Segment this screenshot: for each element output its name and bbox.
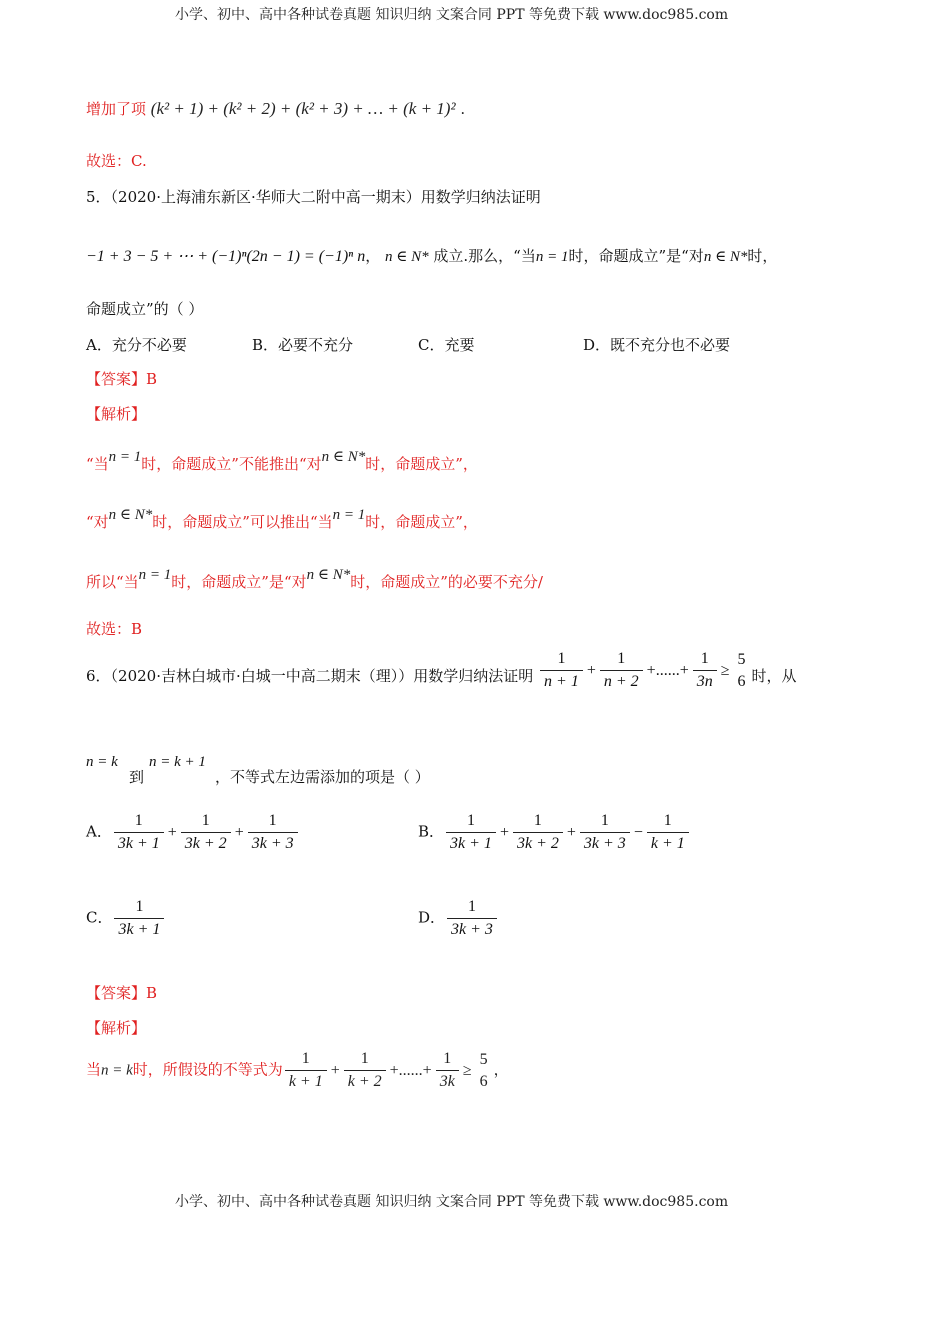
- q6-l2m1: n = k: [86, 754, 118, 770]
- q6-a1-num: 1: [114, 812, 164, 833]
- q6-analysis-line1: 当n = k时，所假设的不等式为 $\frac{1}{k + 1}$ + $\frac{1}{k + 2}$ +......+ $\frac{1}{3k}$ ≥ 5 6 ，: [86, 1050, 509, 1090]
- added-terms-line: [86, 98, 465, 119]
- q6-option-b: B． $\frac{1}{3k + 1}$ + $\frac{1}{3k + 2}$ + $\frac{1}{3k + 3}$ − $\frac{1}{k + 1}$: [418, 812, 691, 853]
- q6-stem: 6．（2020·吉林白城市·白城一中高二期末（理））用数学归纳法证明: [86, 666, 534, 685]
- q6-s1a: 当: [86, 1060, 102, 1079]
- q5-l1a: “当: [86, 455, 109, 473]
- q5-l1b: 时，命题成立”不能推出“对: [141, 455, 322, 473]
- q5-l2m2: n = 1: [332, 507, 366, 523]
- q5-option-b: B．必要不充分: [252, 336, 354, 354]
- q6-s1m: n = k: [101, 1062, 133, 1079]
- q5-l3c: 时，命题成立”的必要不充分/: [350, 573, 543, 591]
- q6-b1-den: 3k + 1: [450, 835, 492, 852]
- q5-l2m1: n ∈ N*: [108, 507, 153, 523]
- q5-option-a: A．充分不必要: [86, 336, 187, 354]
- page-header: 小学、初中、高中各种试卷真题 知识归纳 文案合同 PPT 等免费下载 www.doc985.com: [175, 7, 729, 23]
- q6-c-num: 1: [114, 898, 164, 919]
- q6-f1-num: 1: [540, 650, 583, 671]
- q5-cond-b: 成立.那么，“当: [428, 247, 536, 265]
- q6-b4-den: k + 1: [650, 835, 685, 852]
- q6-f3-num: 1: [693, 650, 717, 671]
- q5-condition-line: [86, 245, 777, 266]
- q6-f4-num: 5: [737, 650, 746, 668]
- q6-s1f2-den: k + 2: [347, 1073, 382, 1090]
- q6-s1f4-num: 5: [479, 1050, 488, 1068]
- q5-analysis-line3: [86, 563, 543, 591]
- q5-l2a: “对: [86, 513, 109, 531]
- q5-cond-a: ，: [365, 247, 381, 265]
- q6-frac-4: [734, 651, 750, 691]
- q5-cond-n1: n = 1: [535, 249, 569, 265]
- q6-opt-b-label: B．: [418, 822, 445, 841]
- q5-l3a: 所以“当: [86, 573, 139, 591]
- q5-l1m1: n = 1: [108, 449, 142, 465]
- q6-b2-den: 3k + 2: [516, 835, 559, 852]
- q6-b2-num: 1: [513, 812, 563, 833]
- q6-option-d: [418, 898, 499, 939]
- q6-geq: ≥: [720, 661, 730, 679]
- q5-l2c: 时，命题成立”，: [365, 513, 478, 531]
- q6-f2-den: n + 2: [603, 673, 639, 690]
- q5-stem2: 命题成立”的（ ）: [86, 300, 204, 318]
- q6-s1-dots: +......+: [389, 1061, 432, 1079]
- q6-d-num: 1: [447, 898, 497, 919]
- q5-cond-n: n ∈ N*: [385, 249, 429, 265]
- q6-f4-den: 6: [737, 672, 746, 690]
- added-expr: (k² + 1) + (k² + 2) + (k² + 3) + … + (k + 1)²: [150, 99, 456, 118]
- q6-opt-c-label: C．: [86, 908, 113, 927]
- q6-s1f2-num: 1: [344, 1050, 386, 1071]
- q6-d-den: 3k + 3: [451, 921, 493, 938]
- q6-b3-den: 3k + 3: [583, 835, 626, 852]
- q6-l2a: 到: [129, 768, 145, 786]
- q5-l1c: 时，命题成立”，: [365, 455, 478, 473]
- q6-opt-a-label: A．: [86, 822, 112, 841]
- q6-l2b: ，不等式左边需添加的项是（ ）: [215, 768, 430, 786]
- q6-l2m2-text: n = k + 1: [149, 754, 206, 770]
- q6-b4-num: 1: [647, 812, 689, 833]
- page-footer: 小学、初中、高中各种试卷真题 知识归纳 文案合同 PPT 等免费下载 www.doc985.com: [175, 1194, 729, 1210]
- q6-f2-num: 1: [600, 650, 643, 671]
- q5-l3m2: n ∈ N*: [306, 567, 351, 583]
- q6-b1-num: 1: [446, 812, 496, 833]
- q5-cond-n2: n ∈ N*: [703, 249, 748, 265]
- q6-s1f4-den: 6: [479, 1072, 488, 1090]
- added-prefix: 增加了项: [86, 100, 147, 118]
- q6-s1-end: ，: [493, 1060, 509, 1079]
- q5-l3m1: n = 1: [138, 567, 172, 583]
- q6-frac-3: [693, 650, 717, 691]
- q5-l3b: 时，命题成立”是“对: [171, 573, 307, 591]
- q6-a2-den: 3k + 2: [184, 835, 227, 852]
- q5-choose: 故选：B: [86, 620, 143, 638]
- q5-option-d: D．既不充分也不必要: [583, 336, 731, 354]
- q6-s1f3-den: 3k: [439, 1073, 455, 1090]
- q5-analysis-label: 【解析】: [86, 405, 147, 423]
- q5-stem: 5．（2020·上海浦东新区·华师大二附中高一期末）用数学归纳法证明: [86, 188, 541, 206]
- q6-f1-den: n + 1: [544, 673, 579, 690]
- q6-opt-d-label: D．: [418, 908, 446, 927]
- q6-a3-num: 1: [248, 812, 298, 833]
- q6-stem-line: 6．（2020·吉林白城市·白城一中高二期末（理））用数学归纳法证明 $\frac{1}{n + 1}$ + $\frac{1}{n + 2}$ +......+ $\frac{1}{3n}$ ≥ 5 6 时，从: [86, 650, 797, 690]
- q6-dots: +......+: [646, 661, 689, 679]
- q5-cond-c: 时，命题成立”是“对: [568, 247, 704, 265]
- q6-s1-geq: ≥: [462, 1061, 472, 1079]
- q6-option-a: A． $\frac{1}{3k + 1}$ + $\frac{1}{3k + 2}$ + $\frac{1}{3k + 3}$: [86, 812, 300, 853]
- q6-b3-num: 1: [580, 812, 630, 833]
- q6-l2m2: [149, 752, 206, 771]
- q6-frac-2: [600, 650, 643, 691]
- q5-analysis-line2: [86, 503, 478, 531]
- q5-option-c: C．充要: [418, 336, 475, 354]
- q6-line2: [86, 752, 118, 771]
- added-suffix: .: [460, 100, 466, 118]
- q6-a2-num: 1: [181, 812, 231, 833]
- q6-s1f1-num: 1: [285, 1050, 327, 1071]
- q6-a1-den: 3k + 1: [117, 835, 160, 852]
- q6-frac-1: [540, 650, 583, 691]
- q5-analysis-line1: [86, 445, 478, 473]
- q6-tail: 时，从: [751, 666, 797, 685]
- q5-answer: 【答案】B: [86, 370, 158, 388]
- q6-s1b: 时，所假设的不等式为: [132, 1060, 283, 1079]
- prev-choose: 故选：C.: [86, 152, 147, 170]
- q5-l2b: 时，命题成立”可以推出“当: [152, 513, 333, 531]
- q6-s1f1-den: k + 1: [288, 1073, 323, 1090]
- q6-a3-den: 3k + 3: [251, 835, 294, 852]
- q6-s1f3-num: 1: [436, 1050, 459, 1071]
- q6-analysis-label: 【解析】: [86, 1019, 147, 1037]
- q6-answer: 【答案】B: [86, 984, 158, 1002]
- q5-formula: −1 + 3 − 5 + ⋯ + (−1)ⁿ(2n − 1) = (−1)ⁿ n: [86, 248, 366, 265]
- q6-option-c: [86, 898, 166, 939]
- q5-cond-d: 时，: [747, 247, 778, 265]
- q6-f3-den: 3n: [696, 673, 713, 690]
- q6-c-den: 3k + 1: [118, 921, 161, 938]
- q5-l1m2: n ∈ N*: [321, 449, 366, 465]
